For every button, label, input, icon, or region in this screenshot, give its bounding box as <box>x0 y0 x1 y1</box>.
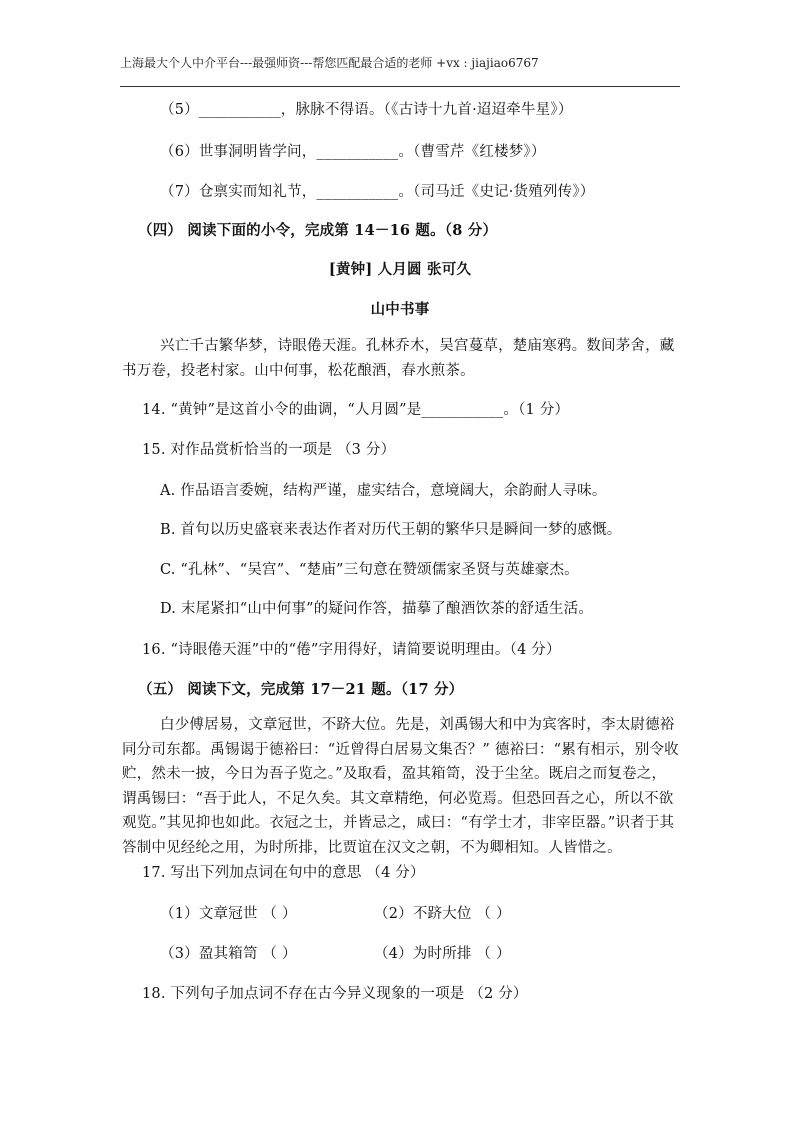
passage-line: 观览。”其见抑也如此。衣冠之士，并皆忌之，咸曰：“有学士才，非宰臣器。”识者于其 <box>122 815 675 832</box>
question-17: 17. 写出下列加点词在句中的意思 （4 分） <box>142 865 425 881</box>
poem-subtitle: 山中书事 <box>370 301 430 318</box>
question-18: 18. 下列句子加点词不存在古今异义现象的一项是 （2 分） <box>142 986 528 1002</box>
fill-in-item-6: （6）世事洞明皆学问，___________。（曹雪芹《红楼梦》） <box>160 144 546 160</box>
q17-item-2: （2）不跻大位 （ ） <box>374 906 511 922</box>
q17-item-4: （4）为时所排 （ ） <box>374 946 511 962</box>
poem-line: 书万卷，投老村家。山中何事，松花酿酒，春水煎茶。 <box>122 362 475 379</box>
poem-text <box>122 334 678 383</box>
poem-title: [黄钟] 人月圆 张可久 <box>328 261 472 278</box>
passage-line: 贮，然未一披，今日为吾子览之。”及取看，盈其箱笥，没于尘坌。既启之而复卷之， <box>122 766 667 783</box>
passage-line: 谓禹锡曰：“吾于此人，不足久矣。其文章精绝，何必览焉。但恐回吾之心，所以不欲 <box>122 790 674 807</box>
option-b: B. 首句以历史盛衰来表达作者对历代王朝的繁华只是瞬间一梦的感慨。 <box>160 522 622 538</box>
option-a: A. 作品语言委婉，结构严谨，虚实结合，意境阔大，余韵耐人寻味。 <box>160 483 607 499</box>
passage-line: 同分司东都。禹锡谒于德裕曰：“近曾得白居易文集否？” 德裕曰：“累有相示，别令收 <box>122 741 679 758</box>
q17-item-3: （3）盈其箱笥 （ ） <box>160 946 297 962</box>
question-16: 16. “诗眼倦天涯”中的“倦”字用得好，请简要说明理由。（4 分） <box>142 642 561 658</box>
classical-passage <box>122 713 678 861</box>
passage-line: 答制中见经纶之用，为时所排，比贾谊在汉文之朝，不为卿相知。人皆惜之。 <box>122 839 622 856</box>
option-d: D. 末尾紧扣“山中何事”的疑问作答，描摹了酿酒饮茶的舒适生活。 <box>160 601 594 617</box>
option-c: C. “孔林”、“吴宫”、“楚庙”三句意在赞颂儒家圣贤与英雄豪杰。 <box>160 562 579 578</box>
header-divider <box>120 86 680 87</box>
q17-item-1: （1）文章冠世 （ ） <box>160 906 297 922</box>
section-4-heading: （四） 阅读下面的小令，完成第 14－16 题。（8 分） <box>138 222 498 239</box>
question-14: 14. “黄钟”是这首小令的曲调，“人月圆”是___________。（1 分） <box>142 402 570 418</box>
section-5-heading: （五） 阅读下文，完成第 17－21 题。（17 分） <box>138 681 464 698</box>
poem-line: 兴亡千古繁华梦，诗眼倦天涯。孔林乔木，吴宫蔓草，楚庙寒鸦。数间茅舍，藏 <box>160 338 675 354</box>
question-15: 15. 对作品赏析恰当的一项是 （3 分） <box>142 442 396 458</box>
passage-line: 白少傅居易，文章冠世，不跻大位。先是，刘禹锡大和中为宾客时，李太尉德裕 <box>160 717 675 733</box>
page-header: 上海最大个人中介平台---最强师资---帮您匹配最合适的老师 +vx : jiajiao6767 <box>120 56 539 70</box>
fill-in-item-5: （5）___________，脉脉不得语。（《古诗十九首·迢迢牵牛星》） <box>160 102 573 118</box>
fill-in-item-7: （7）仓禀实而知礼节，___________。（司马迁《史记·货殖列传》） <box>160 184 595 200</box>
